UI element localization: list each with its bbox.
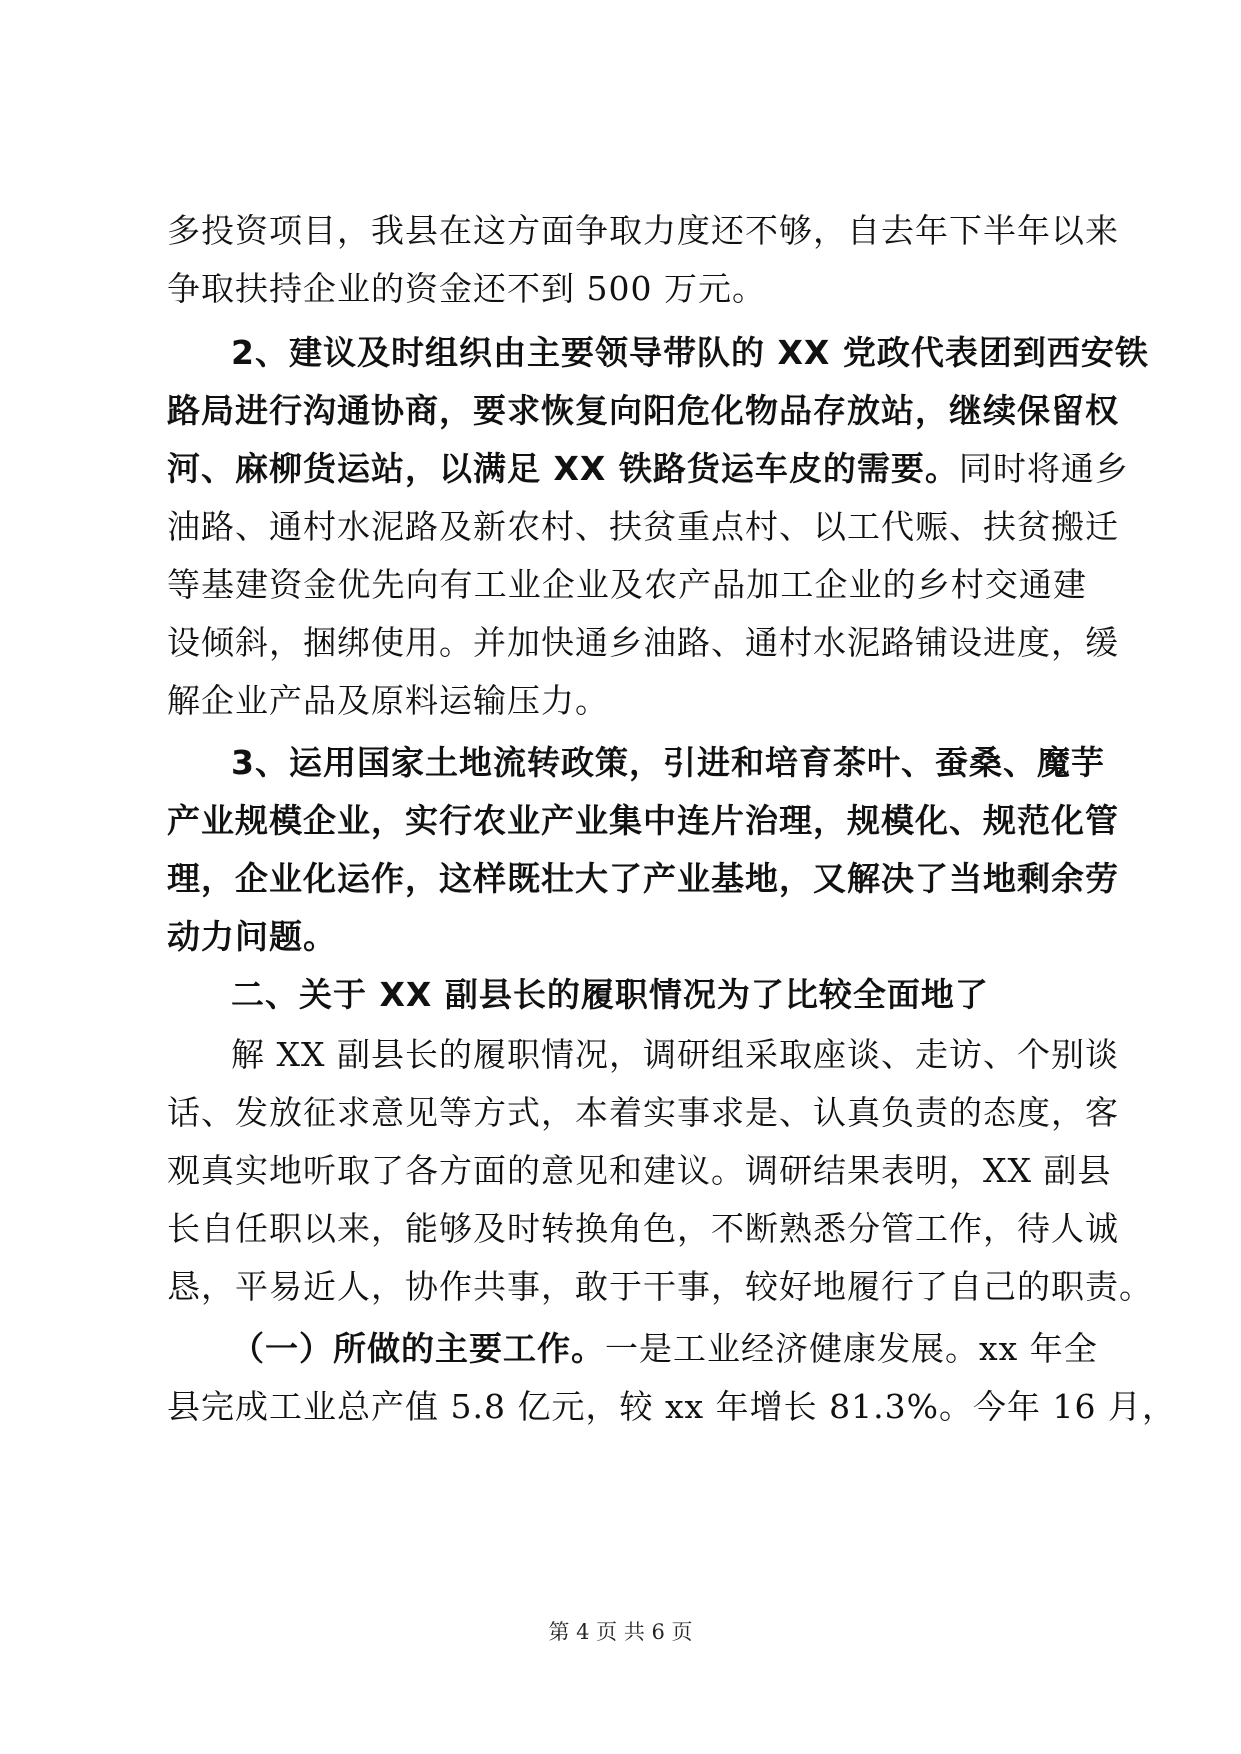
body-text-line: 恳，平易近人，协作共事，敢于干事，较好地履行了自己的职责。 — [167, 1267, 1153, 1306]
body-text-line: 县完成工业总产值 5.8 亿元，较 xx 年增长 81.3%。今年 16 月， — [167, 1387, 1176, 1426]
body-text-line: 解 XX 副县长的履职情况，调研组采取座谈、走访、个别谈 — [231, 1035, 1119, 1074]
item-3-line: 动力问题。 — [167, 917, 337, 956]
item-2-line: 路局进行沟通协商，要求恢复向阳危化物品存放站，继续保留权 — [167, 391, 1119, 430]
body-text-line: 设倾斜，捆绑使用。并加快通乡油路、通村水泥路铺设进度，缓 — [167, 623, 1119, 662]
body-text-line: 话、发放征求意见等方式，本着实事求是、认真负责的态度，客 — [167, 1093, 1119, 1132]
item-3-line: 产业规模企业，实行农业产业集中连片治理，规模化、规范化管 — [167, 801, 1119, 840]
body-text-line: 多投资项目，我县在这方面争取力度还不够，自去年下半年以来 — [167, 211, 1119, 250]
body-text-line: 解企业产品及原料运输压力。 — [167, 681, 609, 720]
body-text-line: 争取扶持企业的资金还不到 500 万元。 — [167, 269, 766, 308]
subsection-text: 一是工业经济健康发展。xx 年全 — [605, 1329, 1098, 1368]
item-2-mixed-line — [167, 439, 1129, 499]
body-text-line: 等基建资金优先向有工业企业及农产品加工企业的乡村交通建 — [167, 565, 1087, 604]
item-3-line: 理，企业化运作，这样既壮大了产业基地，又解决了当地剩余劳 — [167, 859, 1119, 898]
item-2-bold-segment: 河、麻柳货运站，以满足 XX 铁路货运车皮的需要。 — [167, 449, 959, 488]
body-text-line: 观真实地听取了各方面的意见和建议。调研结果表明，XX 副县 — [167, 1151, 1112, 1190]
item-2-regular-segment: 同时将通乡 — [958, 449, 1129, 488]
section-heading: 二、关于 XX 副县长的履职情况为了比较全面地了 — [231, 975, 989, 1014]
page-footer: 第 4 页 共 6 页 — [548, 1620, 693, 1644]
item-2-line: 2、建议及时组织由主要领导带队的 XX 党政代表团到西安铁 — [231, 333, 1149, 372]
body-text-line: 油路、通村水泥路及新农村、扶贫重点村、以工代赈、扶贫搬迁 — [167, 507, 1119, 546]
subsection-heading: （一）所做的主要工作。 — [231, 1329, 605, 1368]
item-3-line: 3、运用国家土地流转政策，引进和培育茶叶、蚕桑、魔芋 — [231, 743, 1105, 782]
body-text-line: 长自任职以来，能够及时转换角色，不断熟悉分管工作，待人诚 — [167, 1209, 1119, 1248]
subsection-line — [231, 1319, 1098, 1379]
